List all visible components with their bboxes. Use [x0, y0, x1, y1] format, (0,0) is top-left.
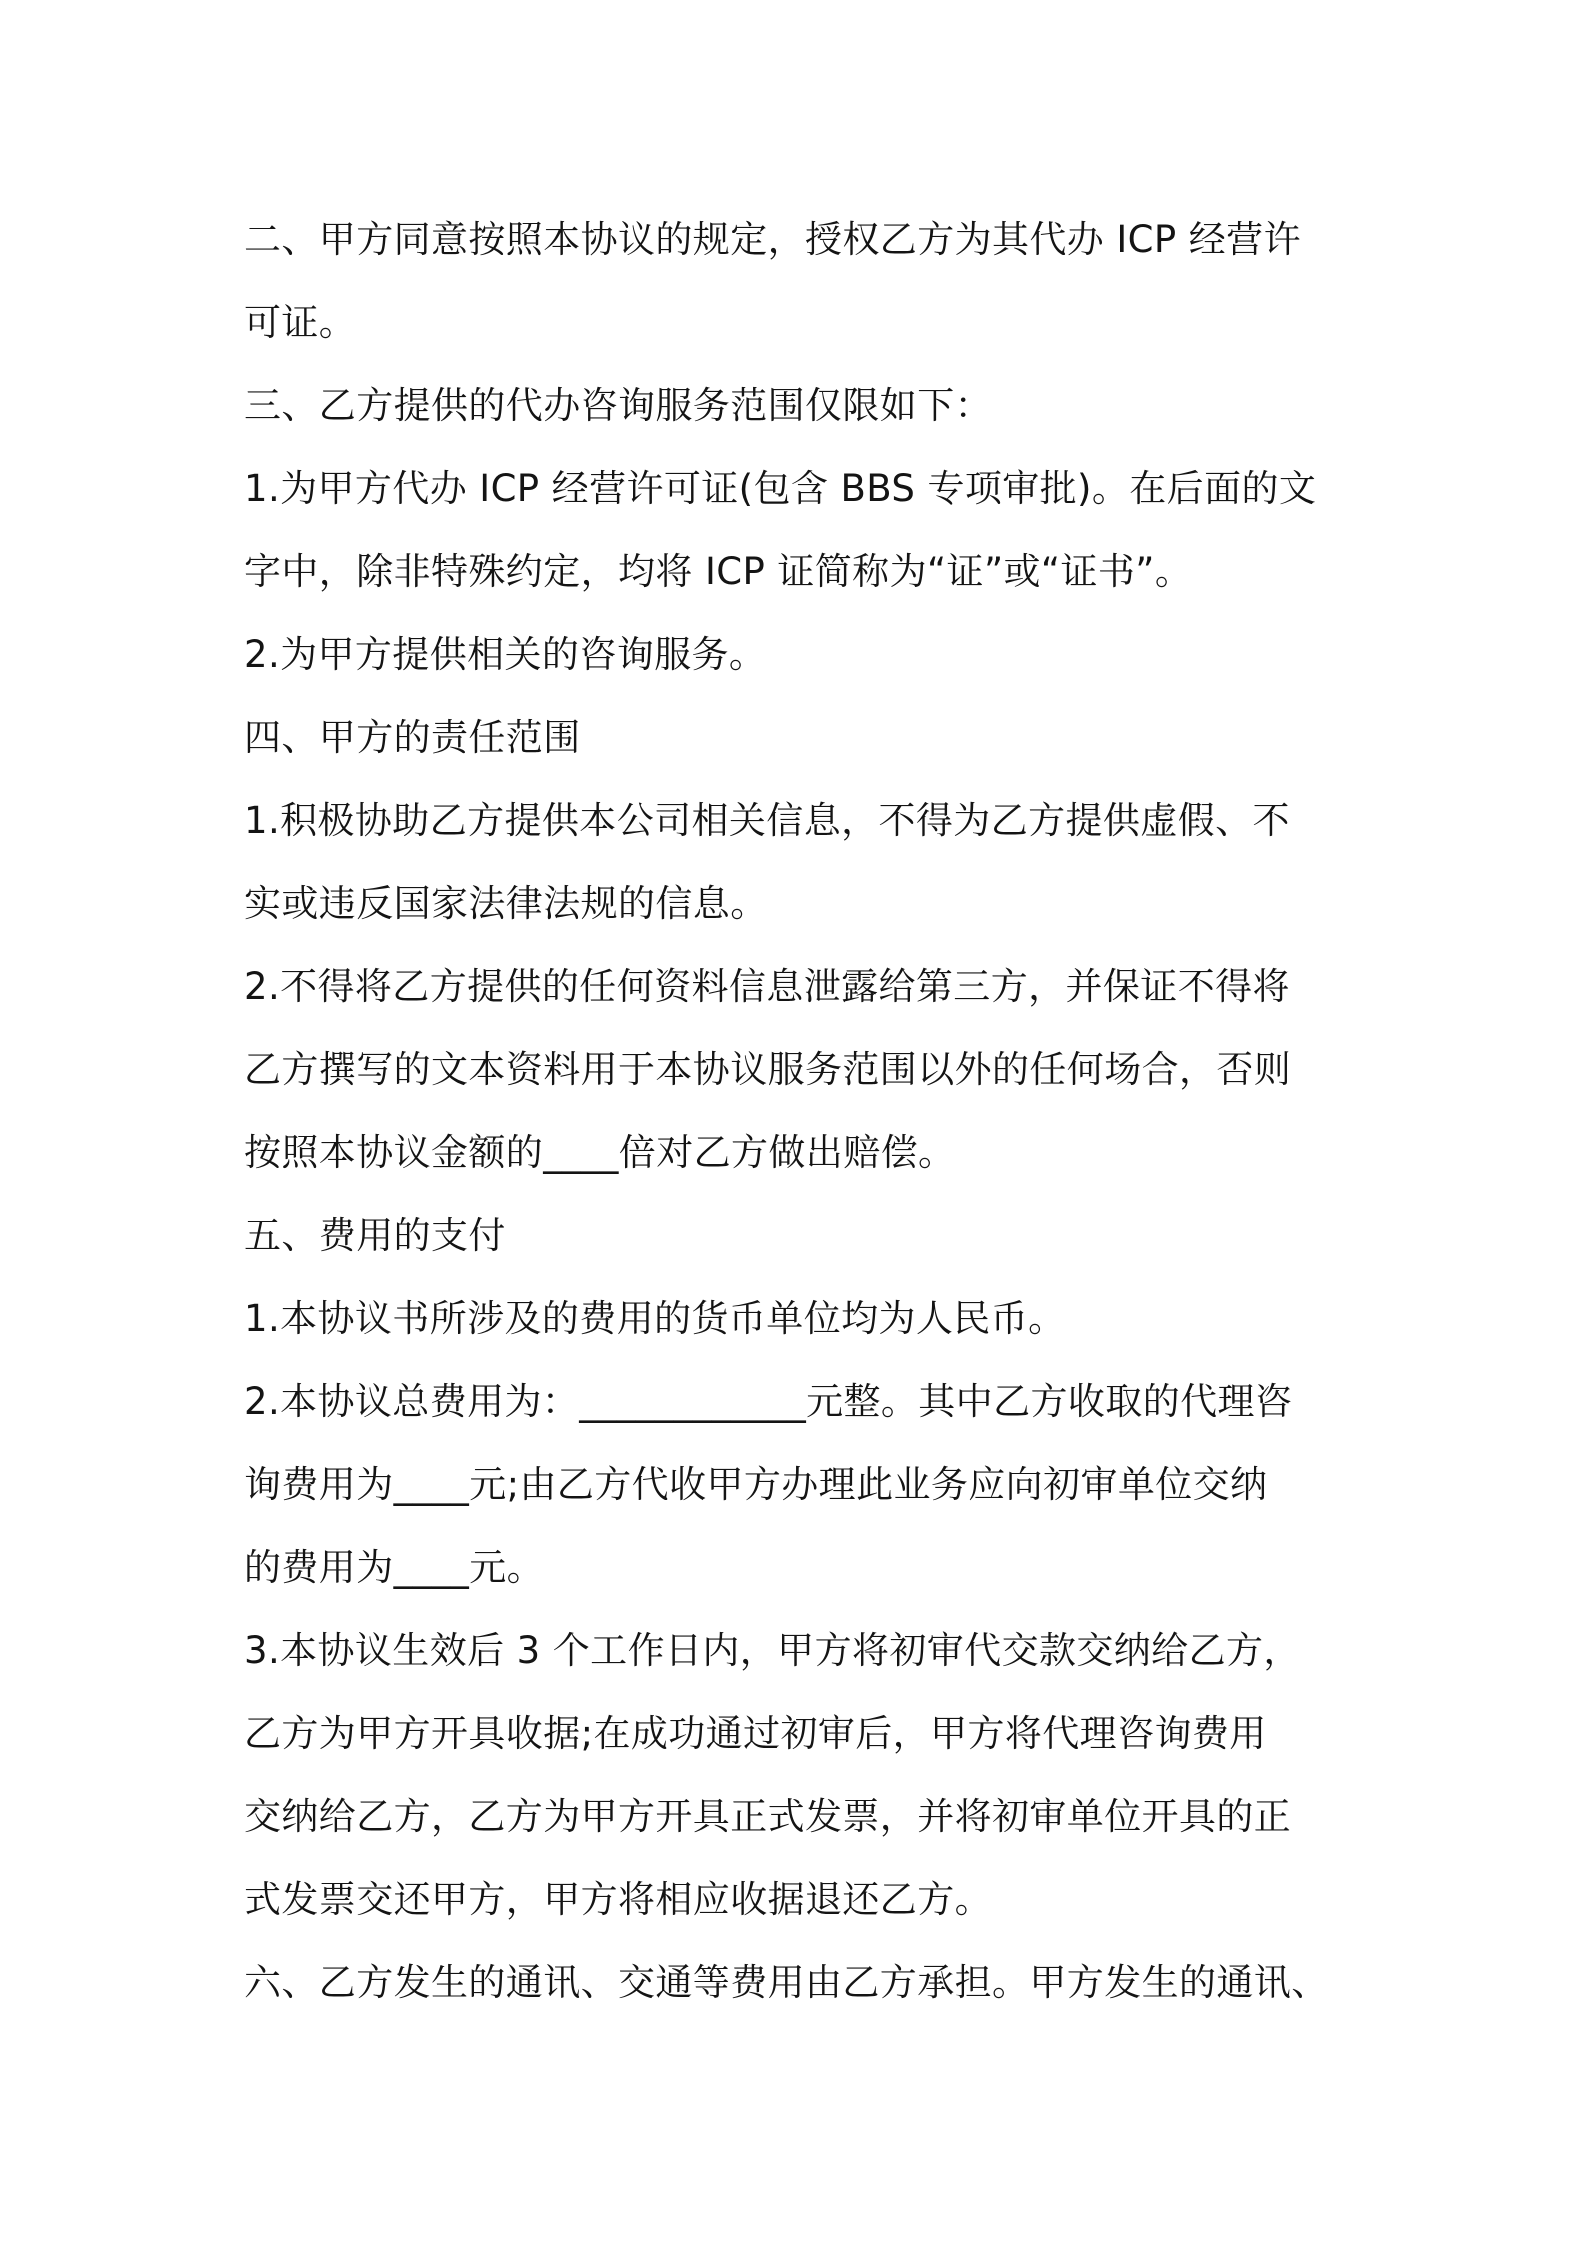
text-line: 的费用为____元。: [244, 1546, 544, 1589]
section-heading: 四、甲方的责任范围: [244, 716, 581, 759]
text-line: 询费用为____元;由乙方代收甲方办理此业务应向初审单位交纳: [244, 1463, 1268, 1506]
text-line: 乙方为甲方开具收据;在成功通过初审后，甲方将代理咨询费用: [244, 1712, 1267, 1755]
text-line: 式发票交还甲方，甲方将相应收据退还乙方。: [244, 1878, 992, 1921]
text-line: 实或违反国家法律法规的信息。: [244, 882, 768, 925]
text-line: 2.为甲方提供相关的咨询服务。: [244, 633, 767, 676]
text-line: 字中，除非特殊约定，均将 ICP 证简称为“证”或“证书”。: [244, 550, 1193, 593]
text-line: 3.本协议生效后 3 个工作日内，甲方将初审代交款交纳给乙方，: [244, 1629, 1301, 1672]
section-heading: 五、费用的支付: [244, 1214, 506, 1257]
text-line: 1.为甲方代办 ICP 经营许可证(包含 BBS 专项审批)。在后面的文: [244, 467, 1317, 510]
text-line: 按照本协议金额的____倍对乙方做出赔偿。: [244, 1131, 956, 1174]
text-line: 可证。: [244, 301, 357, 344]
text-line: 乙方撰写的文本资料用于本协议服务范围以外的任何场合，否则: [244, 1048, 1292, 1091]
text-line: 1.本协议书所涉及的费用的货币单位均为人民币。: [244, 1297, 1066, 1340]
text-line: 六、乙方发生的通讯、交通等费用由乙方承担。甲方发生的通讯、: [244, 1961, 1329, 2004]
text-line: 1.积极协助乙方提供本公司相关信息，不得为乙方提供虚假、不: [244, 799, 1290, 842]
text-line: 二、甲方同意按照本协议的规定，授权乙方为其代办 ICP 经营许: [244, 218, 1301, 261]
document-body: [244, 198, 1356, 2024]
section-heading: 三、乙方提供的代办咨询服务范围仅限如下：: [244, 384, 992, 427]
text-line: 交纳给乙方，乙方为甲方开具正式发票，并将初审单位开具的正: [244, 1795, 1292, 1838]
text-line: 2.不得将乙方提供的任何资料信息泄露给第三方，并保证不得将: [244, 965, 1290, 1008]
text-line: 2.本协议总费用为：____________元整。其中乙方收取的代理咨: [244, 1380, 1293, 1423]
